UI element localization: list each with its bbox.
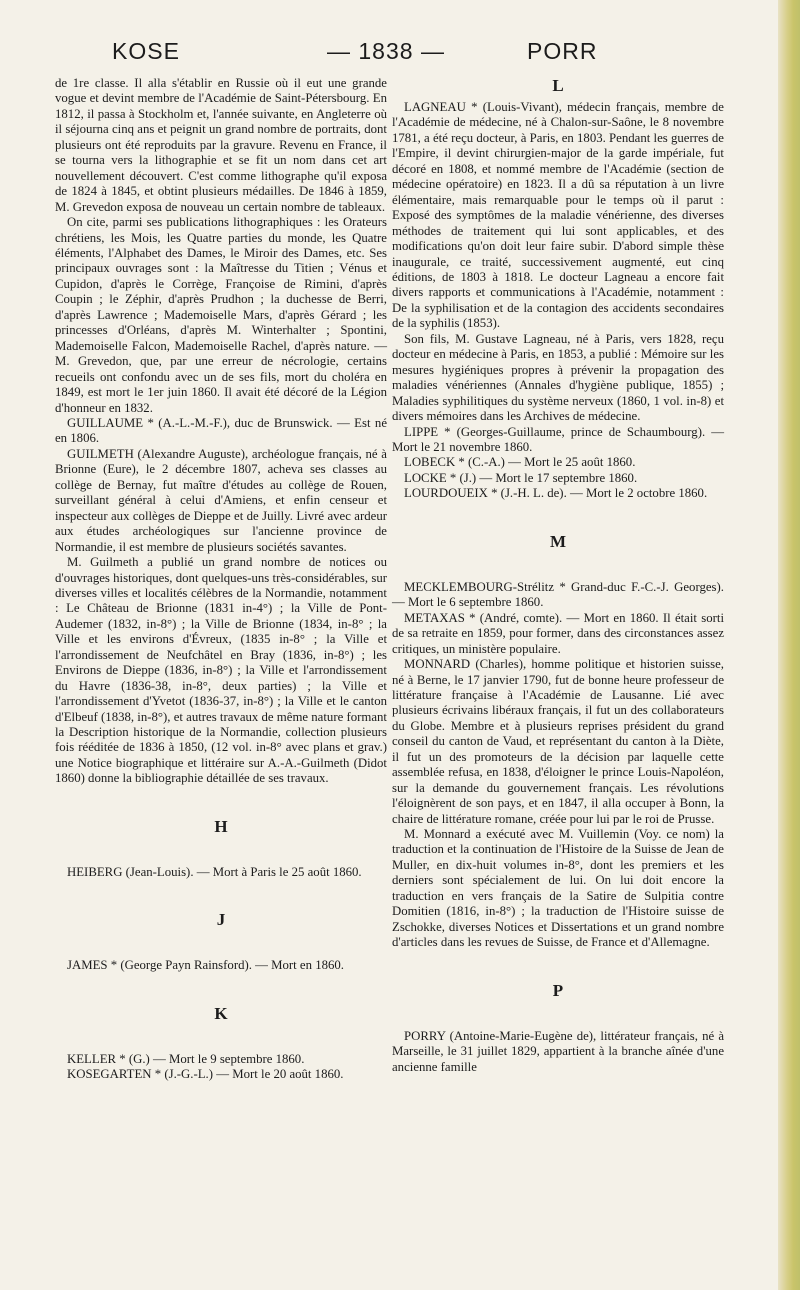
entry-lourdoueix: LOURDOUEIX * (J.-H. L. de). — Mort le 2 octobre 1860. [404, 486, 708, 501]
running-header [52, 38, 762, 68]
entry-heiberg: HEIBERG (Jean-Louis). — Mort à Paris le 25 août 1860. [67, 864, 362, 879]
entry-kosegarten: KOSEGARTEN * (J.-G.-L.) — Mort le 20 août 1860. [67, 1067, 344, 1082]
entry-metaxas: METAXAS * (André, comte). — Mort en 1860. Il était sorti de sa retraite en 1859, pour former, dans des circonstances assez critiques, un ministère populaire. [392, 610, 724, 656]
paragraph: On cite, parmi ses publications lithographiques : les Orateurs chrétiens, les Mois, les Quatre parties du monde, les Quatre éléments, l'Alphabet des Dames, le Miroir des Dames, etc. Ses principaux ouvrages sont : la Maîtresse du Titien ; Vénus et Cupidon, d'après le Corrège, Françoise de Rimini, d'après Coupin ; le Zéphir, d'après Prudhon ; la duchesse de Berri, d'après Lawrence ; Mademoiselle Mars, d'après Gérard ; les princesses d'Orléans, d'après M. Winterhalter ; Spontini, Mademoiselle Falcon, Mademoiselle Rachel, d'après nature. — M. Grevedon, que, par une erreur de nécrologie, certains recueils ont confondu avec un de ses fils, mort du choléra en 1849, est mort le 1er juin 1860. Il avait été décoré de la Légion d'honneur en 1832. [55, 215, 387, 415]
entry-mecklembourg: MECKLEMBOURG-Strélitz * Grand-duc F.-C.-J. Georges). — Mort le 6 septembre 1860. [392, 579, 724, 610]
section-letter-m: M [549, 531, 567, 551]
section-letter-k: K [214, 1003, 228, 1023]
page-number: — 1838 — [327, 38, 445, 64]
section-letter-j: J [216, 910, 226, 930]
section-letter-h: H [214, 816, 228, 836]
right-column [392, 76, 724, 1075]
entry-james: JAMES * (George Payn Rainsford). — Mort en 1860. [67, 958, 345, 973]
entry-lobeck: LOBECK * (C.-A.) — Mort le 25 août 1860. [404, 455, 636, 470]
paragraph: M. Monnard a exécuté avec M. Vuillemin (Voy. ce nom) la traduction et la continuation de l'Histoire de la Suisse de Jean de Muller, en dix-huit volumes in-8°, dont les premiers et les derniers sont spécialement de lui. On lui doit encore la traduction en vers français de la Satire de Sulpitia contre Domitien (1816, in-8°) ; la traduction de l'Histoire suisse de Zschokke, diverses Notices et Dissertations et un grand nombre d'articles dans les revues de Suisse, de France et d'Allemagne. [392, 827, 724, 950]
entry-lippe: LIPPE * (Georges-Guillaume, prince de Schaumbourg). — Mort le 21 novembre 1860. [392, 424, 724, 454]
paragraph: de 1re classe. Il alla s'établir en Russie où il eut une grande vogue et devint membre de l'Académie de Saint-Pétersbourg. En 1812, il passa à Stockholm et, l'année suivante, en Angleterre où il séjourna cinq ans et peignit un grand nombre de portraits, dont plusieurs ont été reproduits par la gravure. Revenu en France, il se tourna vers la lithographie et se fit un nom dans cet art nouvellement découvert. C'est comme lithographe qu'il exposa de 1824 à 1845, et obtint plusieurs médailles. De 1846 à 1859, M. Grevedon exposa de nouveau un certain nombre de tableaux. [55, 76, 387, 214]
paragraph: Son fils, M. Gustave Lagneau, né à Paris, vers 1828, reçu docteur en médecine à Paris, en 1853, a publié : Mémoire sur les mesures hygiéniques propres à prévenir la propagation des maladies vénériennes (Annales d'hygiène publique, 1855) ; Maladies syphilitiques du système nerveux (1860, 1 vol. in-8) et divers mémoires dans les Archives de médecine. [392, 331, 724, 424]
paragraph: M. Guilmeth a publié un grand nombre de notices ou d'ouvrages historiques, dont quelques-uns très-considérables, sur diverses villes et localités célèbres de la Normandie, notamment : Le Château de Brionne (1831 in-4°) ; la Ville de Pont-Audemer (1832, in-8°) ; la Ville de Brionne (1834, in-8° ; la Ville et les environs d'Évreux, (1835 in-8° ; la Ville et l'arrondissement de Neufchâtel en Bray (1836, in-8°) ; les Environs de Dieppe (1836, in-8°) ; la Ville et l'arrondissement du Havre (1836-38, in-8°, deux parties) ; la Ville et l'arrondissement d'Yvetot (1836-37, in-8°) ; la Ville et le canton d'Elbeuf (1838, in-8°), et autres travaux de même nature formant la Description historique de la Normandie, collection plusieurs fois rééditée de 1836 à 1850, (12 vol. in-8° avec plans et grav.) une Notice biographique et littéraire sur A.-A.-Guilmeth (Didot 1860) donne la bibliographie détaillée de ses travaux. [55, 555, 387, 786]
entry-porry: PORRY (Antoine-Marie-Eugène de), littérateur français, né à Marseille, le 31 juillet 1829, appartient à la branche aînée d'une ancienne famille [392, 1028, 724, 1074]
entry-guillaume: GUILLAUME * (A.-L.-M.-F.), duc de Brunswick. — Est né en 1806. [55, 415, 387, 446]
entry-guilmeth: GUILMETH (Alexandre Auguste), archéologue français, né à Brionne (Eure), le 2 décembre 1807, acheva ses classes au collège de Bernay, fut maître d'études au collège de Rouen, surveillant général à celui d'Amiens, et enfin censeur et inspecteur aux collèges de Dieppe et de Juilly. Livré avec ardeur aux études archéologiques sur l'ancienne province de Normandie, il est membre de plusieurs sociétés savantes. [55, 446, 387, 554]
left-column [55, 76, 387, 1083]
page-edge [778, 0, 800, 1290]
entry-keller: KELLER * (G.) — Mort le 9 septembre 1860. [67, 1051, 305, 1066]
entry-locke: LOCKE * (J.) — Mort le 17 septembre 1860. [404, 470, 638, 485]
header-left-keyword: KOSE [112, 38, 180, 64]
header-right-keyword: PORR [527, 38, 598, 64]
section-letter-l: L [552, 76, 564, 95]
section-letter-p: P [552, 980, 564, 1000]
entry-monnard: MONNARD (Charles), homme politique et historien suisse, né à Berne, le 17 janvier 1790, fut de bonne heure professeur de littérature française à l'Académie de Lausanne. Lié avec plusieurs écrivains libéraux français, il fut un des collaborateurs du Globe. Membre et à plusieurs reprises président du grand conseil du canton de Vaud, et représentant du canton à la Diète, il fut un des promoteurs de la décision par laquelle cette assemblée refusa, en 1838, d'éloigner le prince Louis-Napoléon, sur la demande du gouvernement français. Les révolutions l'éloignèrent de son pays, et en 1847, il alla occuper à Bonn, la chaire de littérature romane, créée pour lui par le roi de Prusse. [392, 657, 724, 826]
entry-lagneau: LAGNEAU * (Louis-Vivant), médecin français, membre de l'Académie de médecine, né à Chalon-sur-Saône, le 8 novembre 1781, a été reçu docteur, à Paris, en 1803. Pendant les guerres de l'Empire, il devint chirurgien-major de la garde impériale, fut décoré en 1808, et nommé membre de l'Académie (section de médecine opératoire) en 1823. Il a dû sa réputation à un livre élémentaire, mais remarquable pour le temps où il parut : Exposé des symptômes de la maladie vénérienne, des diverses méthodes de traitement qui lui sont applicables, et des modifications qu'on doit leur faire subir. D'abord simple thèse inaugurale, ce traité, successivement augmenté, eut cinq éditions, de 1803 à 1818. Le docteur Lagneau a encore fait divers rapports et communications à l'Académie, notamment : De la syphilisation et de la contagion des accidents secondaires de la syphilis (1853). [392, 100, 724, 331]
